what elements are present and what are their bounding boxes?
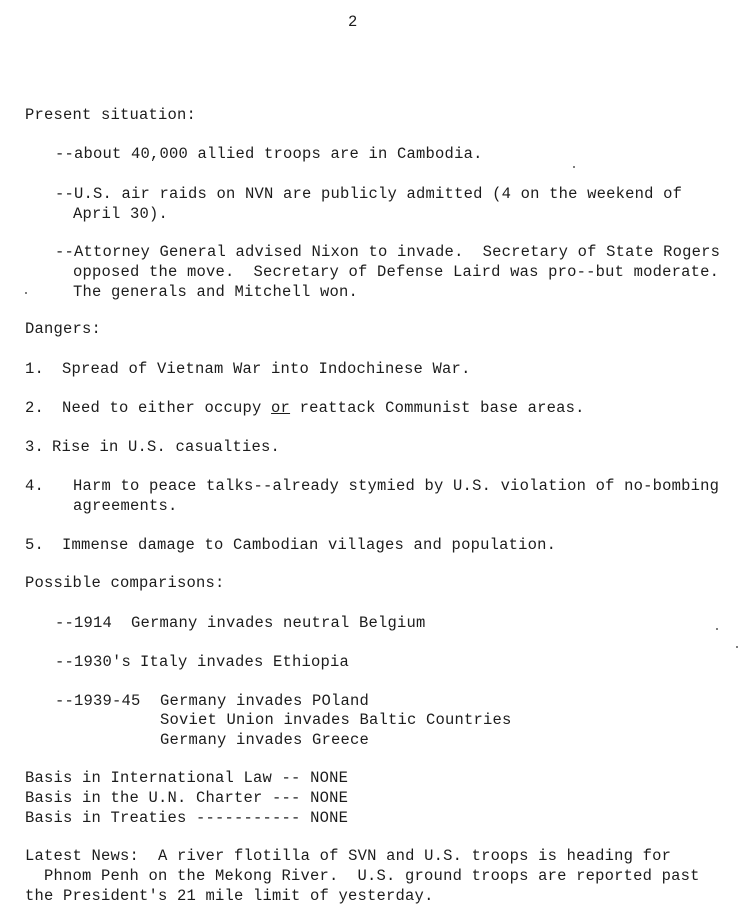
situation-item-3-line-3: The generals and Mitchell won. xyxy=(73,283,359,301)
comparison-1-event: Germany invades neutral Belgium xyxy=(131,614,426,632)
danger-1-number: 1. xyxy=(25,360,45,378)
basis-value: NONE xyxy=(310,769,349,787)
basis-label: Basis in the U.N. Charter --- xyxy=(25,789,301,807)
danger-3-text: Rise in U.S. casualties. xyxy=(52,438,281,456)
comparison-3-period: --1939-45 xyxy=(55,692,141,710)
danger-2-text xyxy=(62,398,585,418)
basis-treaties xyxy=(25,808,348,828)
danger-2-number: 2. xyxy=(25,399,45,417)
latest-news-line-1 xyxy=(25,846,671,866)
danger-5-text: Immense damage to Cambodian villages and population. xyxy=(62,536,557,554)
danger-2-text-before: Need to either occupy xyxy=(62,399,272,417)
comparison-2-period: --1930's xyxy=(55,653,132,671)
comparison-3-event-3: Germany invades Greece xyxy=(160,731,370,749)
comparison-3-event-2: Soviet Union invades Baltic Countries xyxy=(160,711,512,729)
danger-3-number: 3. xyxy=(25,438,45,456)
basis-international-law xyxy=(25,768,348,788)
comparisons-heading: Possible comparisons: xyxy=(25,574,225,592)
danger-5-number: 5. xyxy=(25,536,45,554)
situation-item-3-line-1: --Attorney General advised Nixon to invade. Secretary of State Rogers xyxy=(55,243,721,261)
scan-speck xyxy=(573,166,575,168)
situation-item-2-line-1: --U.S. air raids on NVN are publicly admitted (4 on the weekend of xyxy=(55,185,683,203)
danger-4-line-1: Harm to peace talks--already stymied by U.S. violation of no-bombing xyxy=(73,477,720,495)
situation-item-3-line-2: opposed the move. Secretary of Defense Laird was pro--but moderate. xyxy=(73,263,720,281)
danger-1-text: Spread of Vietnam War into Indochinese War. xyxy=(62,360,471,378)
latest-news-line-2: Phnom Penh on the Mekong River. U.S. ground troops are reported past xyxy=(44,867,700,885)
page-number: 2 xyxy=(348,13,358,31)
scan-speck xyxy=(25,292,27,294)
basis-value: NONE xyxy=(310,809,349,827)
danger-4-number: 4. xyxy=(25,477,45,495)
latest-news-text-1: A river flotilla of SVN and U.S. troops is heading for xyxy=(158,847,672,865)
situation-item-1: --about 40,000 allied troops are in Cambodia. xyxy=(55,145,483,163)
danger-2-text-after: reattack Communist base areas. xyxy=(290,399,585,417)
danger-2-underlined-word: or xyxy=(271,399,291,417)
basis-un-charter xyxy=(25,788,348,808)
comparison-2-event: Italy invades Ethiopia xyxy=(140,653,350,671)
basis-label: Basis in International Law -- xyxy=(25,769,301,787)
latest-news-line-3: the President's 21 mile limit of yesterday. xyxy=(25,887,434,905)
comparison-1-period: --1914 xyxy=(55,614,113,632)
comparison-3-event-1: Germany invades POland xyxy=(160,692,370,710)
scan-speck xyxy=(716,628,718,630)
scan-speck xyxy=(736,646,738,648)
basis-value: NONE xyxy=(310,789,349,807)
dangers-heading: Dangers: xyxy=(25,320,102,338)
danger-4-line-2: agreements. xyxy=(73,497,178,515)
latest-news-label: Latest News: xyxy=(25,847,140,865)
present-situation-heading: Present situation: xyxy=(25,106,197,124)
basis-label: Basis in Treaties ----------- xyxy=(25,809,301,827)
situation-item-2-line-2: April 30). xyxy=(73,205,169,223)
